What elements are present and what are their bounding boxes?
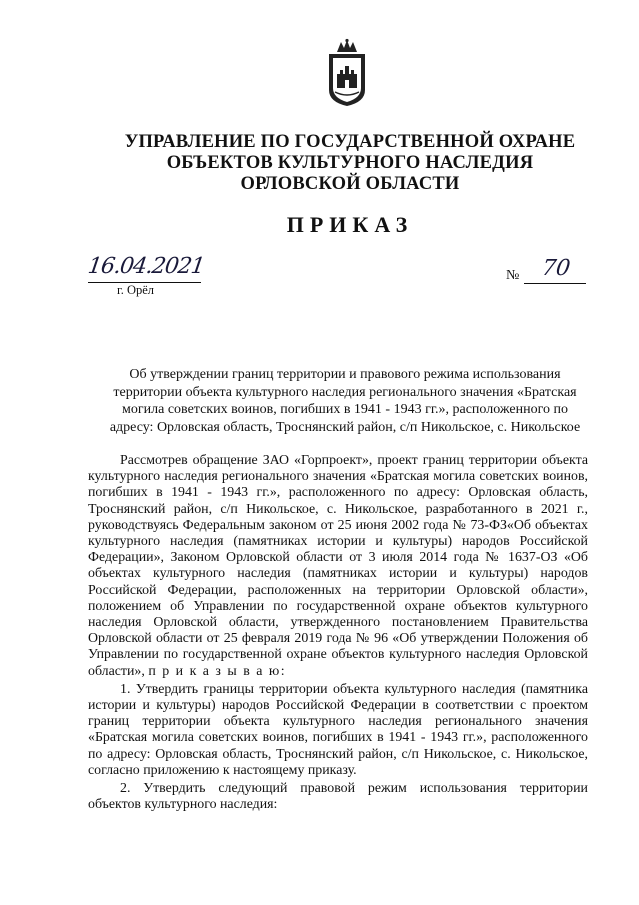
coat-of-arms-emblem bbox=[325, 38, 369, 108]
order-word: п р и к а з ы в а ю: bbox=[148, 663, 287, 679]
item-2-paragraph: 2. Утвердить следующий правовой режим использования территории объектов культурного наследия: bbox=[88, 781, 588, 813]
number-underline bbox=[524, 283, 586, 284]
handwritten-number: 70 bbox=[540, 256, 572, 281]
document-type-title: ПРИКАЗ bbox=[286, 212, 414, 237]
org-line-3: ОРЛОВСКОЙ ОБЛАСТИ bbox=[240, 174, 460, 194]
order-subject: Об утверждении границ территории и правового режима использования территории объекта культурного наследия регионального значения «Братская могила советских воинов, погибших в 1941 - 1943 гг.», расположенного по адресу: Орловская область, Троснянский район, с/п Никольское, с. Никольское bbox=[109, 367, 581, 435]
organization-name bbox=[60, 132, 639, 195]
number-label: № bbox=[506, 268, 520, 283]
org-line-2: ОБЪЕКТОВ КУЛЬТУРНОГО НАСЛЕДИЯ bbox=[166, 153, 534, 173]
order-body bbox=[88, 453, 588, 815]
intro-paragraph bbox=[88, 453, 588, 680]
org-line-1: УПРАВЛЕНИЕ ПО ГОСУДАРСТВЕННОЙ ОХРАНЕ bbox=[124, 132, 576, 152]
intro-text: Рассмотрев обращение ЗАО «Горпроект», проект границ территории объекта культурного наследия регионального значения «Братская могила советских воинов, погибших в 1941 - 1943 гг.», расположенного по адресу: Орловская область, Троснянский район, с/п Никольское, с. Никольское, разработанного в 2021 г., руководствуясь Федеральным законом от 25 июня 2002 года № 73-ФЗ«Об объектах культурного наследия (памятниках истории и культуры) народов Российской Федерации», Законом Орловской области от 3 июля 2014 года № 1637-ОЗ «Об объектах культурного наследия (памятниках истории и культуры) народов Российской Федерации, расположенных на территории Орловской области», положением об Управлении по государственной охране объектов культурного наследия Орловской области, утвержденного постановлением Правительства Орловской области от 25 февраля 2019 года № 96 «Об утверждении Положения об Управлении по государственной охране объектов культурного наследия Орловской области», bbox=[88, 453, 588, 679]
item-1-paragraph: 1. Утвердить границы территории объекта культурного наследия (памятника истории и культуры) народов Российской Федерации в соответствии с проектом границ территории объекта культурного наследия регионального значения «Братская могила советских воинов, погибших в 1941 - 1943 гг.», расположенного по адресу: Орловская область, Троснянский район, с/п Никольское, с. Никольское, согласно приложению к настоящему приказу. bbox=[88, 681, 588, 778]
city-label: г. Орёл bbox=[117, 283, 155, 297]
handwritten-date: 16.04.2021 bbox=[86, 254, 206, 279]
